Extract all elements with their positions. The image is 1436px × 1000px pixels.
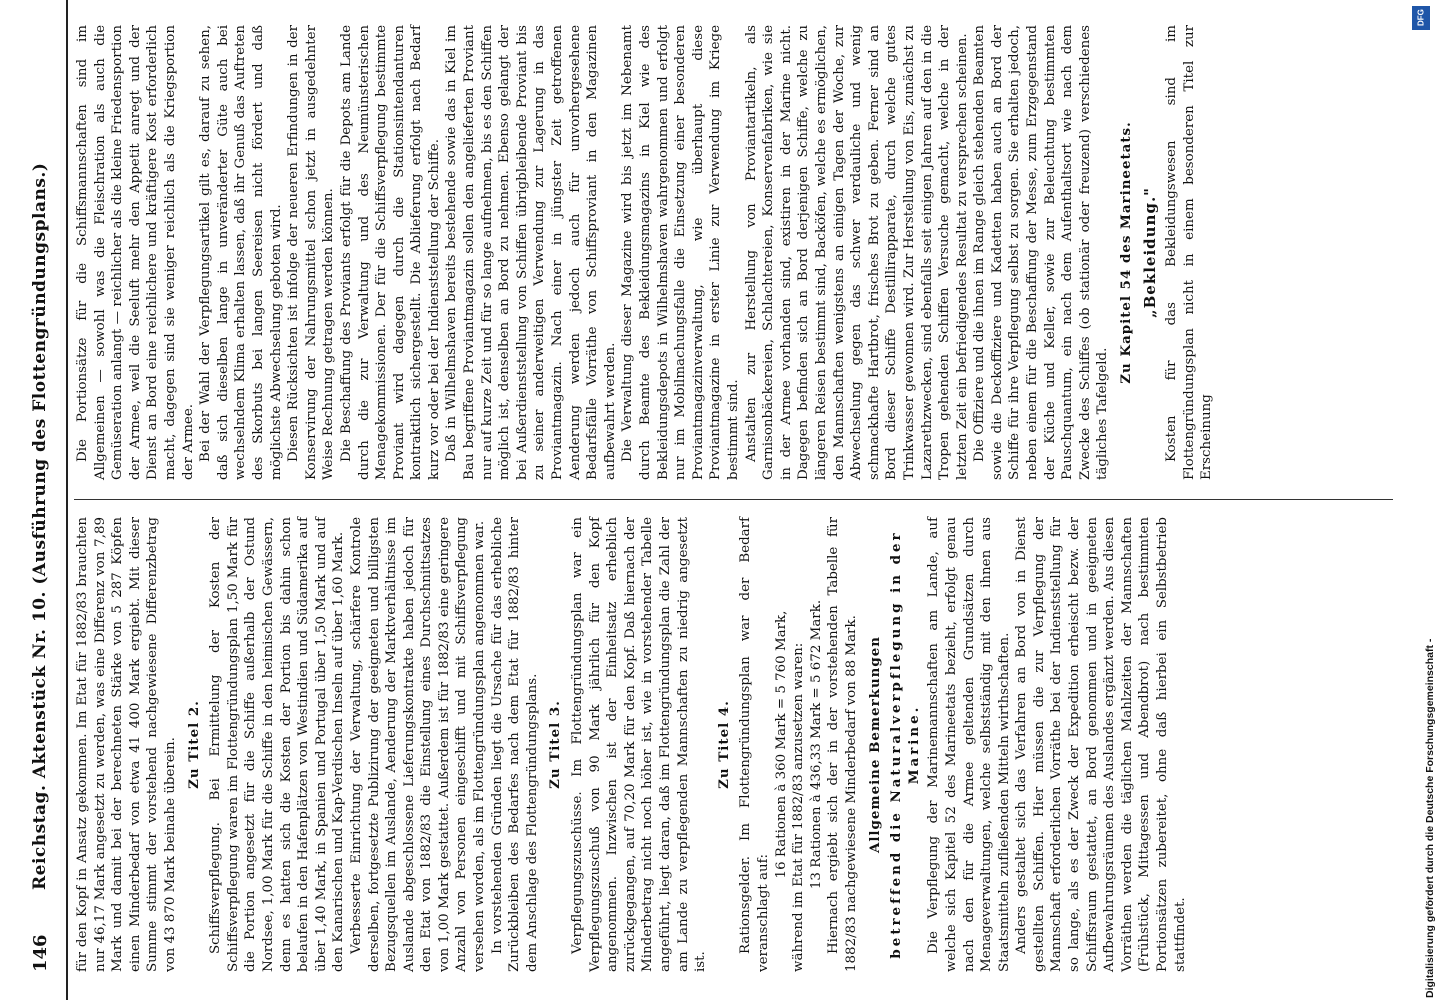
section-heading: Zu Titel 4. [715, 700, 732, 789]
paragraph: Die Verpflegung der Marinemannschaften am Lande, auf welche sich Kapitel 52 des Marineetats bezieht, erfolgt genau nach den für die Armee geltenden Grundsätzen durch Menageverwaltungen, welche selbstständig mit den ihnen aus Staatsmitteln zufließenden Mitteln wirthschaften. [926, 517, 1012, 972]
section-heading: Zu Titel 3. [547, 700, 564, 789]
paragraph: Verpflegungszuschüsse. Im Flottengründungsplan war ein Verpflegungszuschuß von 90 Mark jährlich für den Kopf angenommen. Inzwischen ist der Einheitsatz erheblich zurückgegangen, auf 70,20 Mark für den Kopf. Daß hiernach der Minderbetrag nicht noch höher ist, wie in vorstehender Tabelle angeführt, liegt daran, daß im Flottengründungsplan die Zahl der am Lande zu verpflegenden Mannschaften zu niedrig angesetzt ist. [570, 517, 709, 972]
paragraph: Kosten für das Bekleidungswesen sind im Flottengründungsplan nicht in einem besonderen Titel zur Erscheinung [1164, 25, 1215, 480]
paragraph: In vorstehenden Gründen liegt die Ursache für das erhebliche Zurückbleiben des Bedarfes nach dem Etat für 1882/83 hinter dem Anschlage des Flottengründungsplans. [489, 517, 540, 972]
dfg-logo: DFG [1412, 6, 1430, 30]
paragraph: Die Verwaltung dieser Magazine wird bis jetzt im Nebenamt durch Beamte des Bekleidungsmagazins in Kiel wie des Bekleidungsdepots in Wilhelmshaven wahrgenommen und erfolgt nur im Mobilmachungsfalle die Einsetzung einer besonderen Proviantmagazinverwaltung, wie überhaupt diese Proviantmagazine in erster Linie zur Verwendung im Kriege bestimmt sind. [620, 25, 741, 480]
digitization-credit: Digitalisierung gefördert durch die Deutsche Forschungsgemeinschaft - [1424, 638, 1436, 998]
section-heading: Allgemeine Bemerkungen [866, 635, 883, 854]
paragraph: Bei der Wahl der Verpflegungsartikel gilt es, darauf zu sehen, daß sich dieselben lange in unveränderter Güte auch bei wechselndem Klima erhalten lassen, daß ihr Genuß das Auftreten des Skorbuts bei langen Seereisen nicht fördert und daß möglichste Abwechselung geboten wird. [198, 25, 284, 480]
paragraph: Rationsgelder. Im Flottengründungsplan war der Bedarf veranschlagt auf: [738, 517, 771, 972]
paragraph: Anders gestaltet sich das Verfahren an Bord von in Dienst gestellten Schiffen. Hier müssen die zur Verpflegung der Mannschaft erforderlichen Vorräthe bei der Indienststellung für so lange, als es der Zweck der Expedition erheischt bezw. der Schiffsraum gestattet, an Bord genommen und in geeigneten Aufbewahrungsräumen des Auslandes ergänzt werden. Aus diesen Vorräthen werden die täglichen Mahlzeiten der Mannschaften (Frühstück, Mittagessen und Abendbrot) nach bestimmten Portionsätzen zubereitet, ohne daß hierbei ein Selbstbetrieb stattfindet. [1014, 517, 1188, 972]
calculation-line: 16 Rationen à 360 Mark = 5 760 Mark, [773, 610, 789, 879]
page-header [16, 0, 68, 1000]
paragraph: Daß in Wilhelmshaven bereits bestehende sowie das in Kiel im Bau begriffene Proviantmagazin sollen den angelieferten Proviant nur auf kurze Zeit und für so lange aufnehmen, bis es den Schiffen möglich ist, denselben an Bord zu nehmen. Ebenso gelangt der bei Außerdienststellung von Schiffen übrigbleibende Proviant bis zu seiner anderweitigen Verwendung zur Lagerung in das Proviantmagazin. Nach einer in jüngster Zeit getroffenen Aenderung werden jedoch auch für unvorhergesehene Bedarfsfälle Vorräthe von Schiffsproviant in den Magazinen aufbewahrt werden. [444, 25, 618, 480]
section-subheading: betreffend die Naturalverpflegung in der Marine. [888, 530, 922, 959]
page-number: 146 [30, 934, 51, 972]
text-column-right [74, 25, 1396, 480]
paragraph: Anstalten zur Herstellung von Proviantartikeln, als Garnisonbäckereien, Schlachtereien, Konservenfabriken, wie sie in der Armee vorhanden sind, existiren in der Marine nicht. Dagegen befinden sich an Bord derjenigen Schiffe, welche zu längeren Reisen bestimmt sind, Backöfen, welche es ermöglichen, den Mannschaften wenigstens an einigen Tagen der Woche, zur Abwechselung gegen das schwer verdauliche und wenig schmackhafte Hartbrot, frisches Brot zu geben. Ferner sind an Bord dieser Schiffe Destillirapparate, durch welche gutes Trinkwasser gewonnen wird. Zur Herstellung von Eis, zunächst zu Lazarethzwecken, sind ebenfalls seit einigen Jahren auf den in die Tropen gehenden Schiffen Versuche gemacht, welche in der letzten Zeit ein befriedigendes Resultat zu versprechen scheinen. [743, 25, 970, 480]
paragraph: Die Portionsätze für die Schiffsmannschaften sind im Allgemeinen — sowohl was die Fleischration als auch die Gemüseration anlangt — reichlicher als die kleine Friedensportion der Armee, weil die Seeluft mehr den Appetit anregt und der Dienst an Bord eine reichlichere und kräftigere Kost erforderlich macht, dagegen sind sie weniger reichlich als die Kriegsportion der Armee. [75, 25, 196, 480]
calculation-line: während im Etat für 1882/83 anzusetzen waren: [791, 642, 807, 972]
column-divider [74, 499, 1396, 500]
rotated-document-page [16, 0, 1416, 1000]
paragraph: Hiernach ergiebt sich der in der vorstehenden Tabelle für 1882/83 nachgewiesene Minderbedarf von 88 Mark. [826, 517, 859, 972]
page-running-title: Reichstag. Aktenstück Nr. 10. (Ausführung des Flottengründungsplans.) [30, 162, 50, 890]
section-subheading: „Bekleidung." [1140, 187, 1159, 319]
paragraph: Diesen Rücksichten ist infolge der neueren Erfindungen in der Konservirung der Nahrungsmittel schon jetzt in ausgedehnter Weise Rechnung getragen werden können. [286, 25, 337, 480]
paragraph: Die Offiziere und die ihnen im Range gleich stehenden Beamten sowie die Deckoffiziere und Kadetten haben auch an Bord der Schiffe für ihre Verpflegung selbst zu sorgen. Sie erhalten jedoch, neben einem für die Beschaffung der Messe, zum Erzgegenstand der Küche und Keller, sowie zur Beleuchtung bestimmten Pauschquantum, ein nach dem Aufenthaltsort wie nach dem Zwecke des Schiffes (ob stationär oder freuzend) verschiedenes tägliches Tafelgeld. [972, 25, 1111, 480]
calculation-line: 13 Rationen à 436,33 Mark = 5 672 Mark. [808, 599, 824, 890]
paragraph: Die Beschaffung des Proviants erfolgt für die Depots am Lande durch die zur Verwaltung und des Neumünsterischen Menagekommissionen. Der für die Schiffsverpflegung bestimmte Proviant wird dagegen durch die Stationsintendanturen kontraktlich sichergestellt. Die Ablieferung erfolgt nach Bedarf kurz vor oder bei der Indienststellung der Schiffe. [338, 25, 442, 480]
paragraph: Schiffsverpflegung. Bei Ermittelung der Kosten der Schiffsverpflegung waren im Flottengründungsplan 1,50 Mark für die Portion angesetzt für die Schiffe außerhalb der Ostund Nordsee, 1,00 Mark für die Schiffe in den heimischen Gewässern, denn es hatten sich die Kosten der Portion bis dahin schon belaufen in den Hafenplätzen von Westindien und Südamerika auf über 1,40 Mark, in Spanien und Portugal über 1,50 Mark und auf den Kanarischen und Kap-Verdischen Inseln auf über 1,60 Mark. [208, 517, 347, 972]
paragraph: für den Kopf in Ansatz gekommen. Im Etat für 1882/83 brauchten nur 46,17 Mark angesetzt zu werden, was eine Differenz von 7,89 Mark und damit bei der berechneten Stärke von 5 287 Köpfen einen Minderbedarf von etwa 41 400 Mark ergiebt. Mit dieser Summe stimmt der vorstehend nachgewiesene Differenzbetrag von 43 870 Mark beinahe überein. [75, 517, 178, 972]
text-column-left [74, 517, 1396, 972]
section-heading: Zu Kapitel 54 des Marineetats. [1118, 121, 1135, 384]
section-heading: Zu Titel 2. [185, 700, 202, 789]
paragraph: Verbesserte Einrichtung der Verwaltung, schärfere Kontrole derselben, fortgesetzte Publizirung der geeigneten und billigsten Bezugsquellen im Auslande, Aenderung der Marktverhältnisse im Auslande abgeschlossene Lieferungskontrakte haben jedoch für den Etat von 1882/83 die Einstellung eines Durchschnittsatzes von 1,00 Mark gestattet. Außerdem ist für 1882/83 eine geringere Anzahl von Personen eingeschifft und mit Schiffsverpflegung versehen worden, als im Flottengründungsplan angenommen war. [348, 517, 488, 972]
